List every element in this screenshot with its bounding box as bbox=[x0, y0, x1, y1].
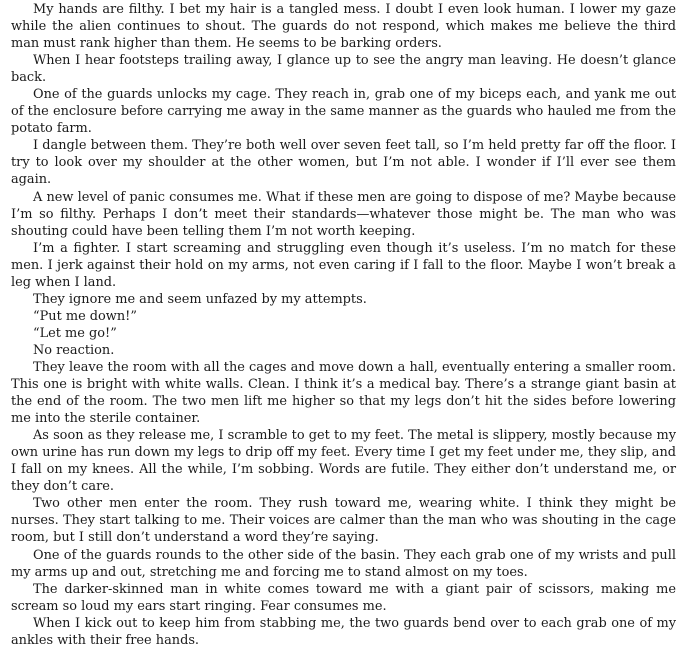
paragraph-15: The darker-skinned man in white comes toward me with a giant pair of scissors, making me scream so loud my ears start ringing. Fear consumes me. bbox=[11, 581, 676, 614]
paragraph-16: When I kick out to keep him from stabbing me, the two guards bend over to each grab one of my ankles with their free hands. bbox=[11, 615, 676, 648]
paragraph-12: As soon as they release me, I scramble to get to my feet. The metal is slippery, mostly because my own urine has run down my legs to drip off my feet. Every time I get my feet under me, they slip, and I fall on my knees. All the while, I’m sobbing. Words are futile. They either don’t understand me, or they don’t care. bbox=[11, 428, 676, 495]
paragraph-6: I’m a fighter. I start screaming and struggling even though it’s useless. I’m no match for these men. I jerk against their hold on my arms, not even caring if I fall to the floor. Maybe I won’t break a leg when I land. bbox=[11, 240, 676, 290]
paragraph-10: No reaction. bbox=[33, 342, 115, 358]
paragraph-14: One of the guards rounds to the other side of the basin. They each grab one of my wrists and pull my arms up and out, stretching me and forcing me to stand almost on my toes. bbox=[11, 547, 676, 580]
paragraph-4: I dangle between them. They’re both well over seven feet tall, so I’m held pretty far off the floor. I try to look over my shoulder at the other women, but I’m not able. I wonder if I’ll ever see them again. bbox=[11, 138, 676, 188]
paragraph-5: A new level of panic consumes me. What if these men are going to dispose of me? Maybe because I’m so filthy. Perhaps I don’t meet their standards—whatever those might be. The man who was shouting could have been telling them I’m not worth keeping. bbox=[11, 189, 676, 239]
paragraph-1: My hands are filthy. I bet my hair is a tangled mess. I doubt I even look human. I lower my gaze while the alien continues to shout. The guards do not respond, which makes me believe the third man must rank higher than them. He seems to be barking orders. bbox=[11, 2, 676, 52]
dialogue-line-2: “Let me go!” bbox=[33, 325, 117, 341]
paragraph-3: One of the guards unlocks my cage. They reach in, grab one of my biceps each, and yank me out of the enclosure before carrying me away in the same manner as the guards who hauled me from the potato farm. bbox=[11, 87, 676, 137]
paragraph-13: Two other men enter the room. They rush toward me, wearing white. I think they might be nurses. They start talking to me. Their voices are calmer than the man who was shouting in the cage room, but I still don’t understand a word they’re saying. bbox=[11, 496, 676, 546]
paragraph-2: When I hear footsteps trailing away, I glance up to see the angry man leaving. He doesn’t glance back. bbox=[11, 53, 676, 86]
paragraph-7: They ignore me and seem unfazed by my attempts. bbox=[33, 291, 367, 307]
paragraph-11: They leave the room with all the cages and move down a hall, eventually entering a smaller room. This one is bright with white walls. Clean. I think it’s a medical bay. There’s a strange giant basin at the end of the room. The two men lift me higher so that my legs don’t hit the sides before lowering me into the sterile container. bbox=[11, 359, 676, 427]
dialogue-line-1: “Put me down!” bbox=[33, 308, 137, 324]
